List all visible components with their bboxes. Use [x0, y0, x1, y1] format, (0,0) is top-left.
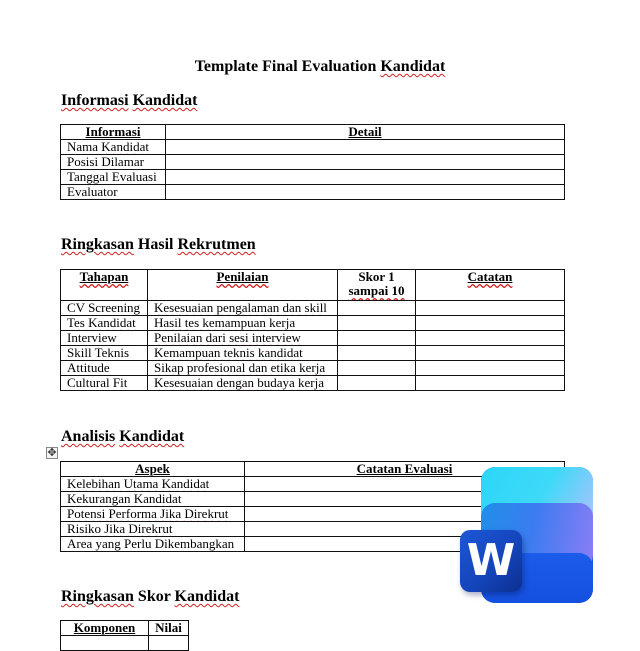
table-row	[61, 155, 565, 170]
cell-detail-nama-kandidat[interactable]	[166, 140, 565, 155]
cell-nilai[interactable]	[149, 636, 189, 651]
cell-skor[interactable]	[338, 361, 416, 376]
cell-penilaian: Penilaian dari sesi interview	[148, 331, 338, 346]
title-text-flagged: Kandidat	[380, 58, 446, 75]
header-catatan-evaluasi: Catatan Evaluasi	[245, 462, 565, 477]
cell-label: Tanggal Evaluasi	[61, 170, 166, 185]
heading-word: Hasil	[133, 236, 178, 253]
candidate-info-table	[60, 124, 565, 200]
table-row	[61, 376, 565, 391]
cell-label: Posisi Dilamar	[61, 155, 166, 170]
cell-catatan[interactable]	[416, 361, 565, 376]
table-row	[61, 331, 565, 346]
title-text: Template Final Evaluation	[194, 58, 381, 75]
header-penilaian: Penilaian	[148, 270, 338, 301]
cell-label: Nama Kandidat	[61, 140, 166, 155]
cell-aspek: Risiko Jika Direkrut	[61, 522, 245, 537]
heading-word: Ringkasan	[61, 236, 134, 253]
heading-word: Analisis	[61, 428, 116, 445]
cell-aspek: Kekurangan Kandidat	[61, 492, 245, 507]
heading-word: Kandidat	[132, 92, 198, 109]
cell-tahapan: Attitude	[61, 361, 148, 376]
heading-word: Rekrutmen	[177, 236, 256, 253]
cell-aspek: Kelebihan Utama Kandidat	[61, 477, 245, 492]
header-informasi: Informasi	[61, 125, 166, 140]
table-move-handle-icon[interactable]: ✥	[47, 446, 57, 459]
header-aspek: Aspek	[61, 462, 245, 477]
cell-penilaian: Kesesuaian dengan budaya kerja	[148, 376, 338, 391]
table-row	[61, 636, 189, 651]
heading-ringkasan-hasil-rekrutmen	[61, 235, 256, 255]
cell-penilaian: Hasil tes kemampuan kerja	[148, 316, 338, 331]
cell-catatan[interactable]	[416, 376, 565, 391]
word-logo-letter: W	[466, 535, 516, 586]
heading-informasi-kandidat	[61, 91, 197, 111]
score-summary-table	[60, 620, 189, 651]
table-row	[61, 316, 565, 331]
flagged-word: Kandidat	[101, 139, 149, 154]
word-logo-badge	[460, 530, 522, 592]
cell-detail-posisi-dilamar[interactable]	[166, 155, 565, 170]
heading-word: Kandidat	[119, 428, 185, 445]
cell-catatan[interactable]	[416, 346, 565, 361]
header-catatan: Catatan	[416, 270, 565, 301]
cell-aspek: Potensi Performa Jika Direkrut	[61, 507, 245, 522]
table-header-row	[61, 621, 189, 636]
cell-catatan[interactable]	[416, 301, 565, 316]
table-row	[61, 301, 565, 316]
cell-catatan[interactable]	[416, 331, 565, 346]
cell-skor[interactable]	[338, 331, 416, 346]
cell-tahapan: Cultural Fit	[61, 376, 148, 391]
microsoft-word-logo-icon	[460, 466, 594, 604]
table-row	[61, 361, 565, 376]
heading-word: Kandidat	[174, 588, 240, 605]
cell-skor[interactable]	[338, 376, 416, 391]
heading-word: Ringkasan	[61, 588, 134, 605]
recruitment-summary-table	[60, 269, 565, 391]
cell-skor[interactable]	[338, 301, 416, 316]
cell-skor[interactable]	[338, 316, 416, 331]
cell-catatan[interactable]	[416, 316, 565, 331]
header-tahapan: Tahapan	[61, 270, 148, 301]
cell-penilaian: Sikap profesional dan etika kerja	[148, 361, 338, 376]
cell-skor[interactable]	[338, 346, 416, 361]
table-row	[61, 170, 565, 185]
document-title	[0, 57, 640, 77]
cell-label: Evaluator	[61, 185, 166, 200]
heading-word: Skor	[133, 588, 175, 605]
heading-analisis-kandidat	[61, 427, 184, 447]
table-header-row	[61, 125, 565, 140]
table-header-row	[61, 270, 565, 301]
header-komponen: Komponen	[61, 621, 149, 636]
table-row	[61, 140, 565, 155]
heading-ringkasan-skor-kandidat	[61, 587, 239, 607]
cell-tahapan: Interview	[61, 331, 148, 346]
heading-word: Informasi	[61, 92, 129, 109]
cell-detail-tanggal-evaluasi[interactable]	[166, 170, 565, 185]
cell-aspek: Area yang Perlu Dikembangkan	[61, 537, 245, 552]
table-row	[61, 346, 565, 361]
cell-penilaian: Kesesuaian pengalaman dan skill	[148, 301, 338, 316]
cell-tahapan: Tes Kandidat	[61, 316, 148, 331]
header-detail: Detail	[166, 125, 565, 140]
header-skor: Skor 1 sampai 10	[338, 270, 416, 301]
cell-tahapan: CV Screening	[61, 301, 148, 316]
table-row	[61, 185, 565, 200]
cell-tahapan: Skill Teknis	[61, 346, 148, 361]
cell-detail-evaluator[interactable]	[166, 185, 565, 200]
cell-komponen[interactable]	[61, 636, 149, 651]
header-nilai: Nilai	[149, 621, 189, 636]
cell-penilaian: Kemampuan teknis kandidat	[148, 346, 338, 361]
